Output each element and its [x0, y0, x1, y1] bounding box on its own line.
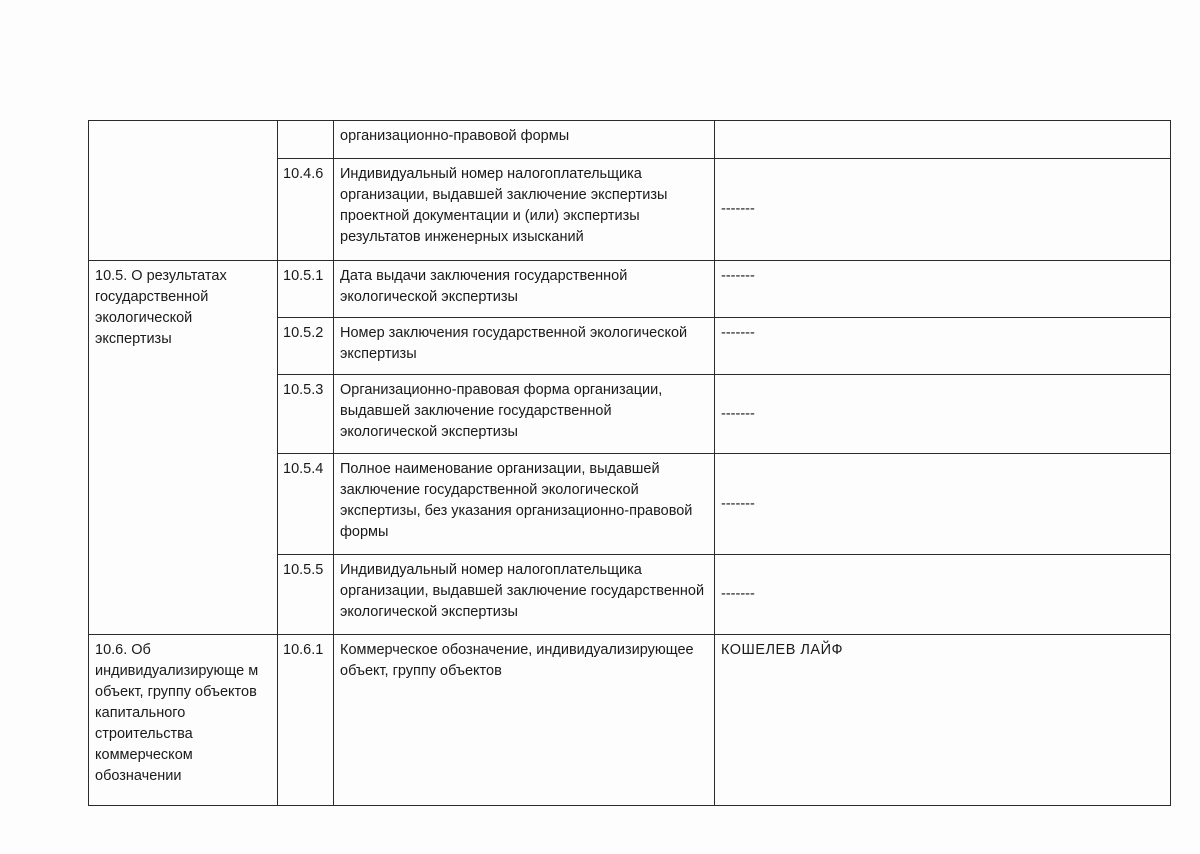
- row-code: 10.5.4: [278, 454, 334, 555]
- row-label: Полное наименование организации, выдавшей заключение государственной экологической экспертизы, без указания организационно-правовой формы: [334, 454, 715, 555]
- row-label: Коммерческое обозначение, индивидуализирующее объект, группу объектов: [334, 635, 715, 806]
- row-label: Индивидуальный номер налогоплательщика организации, выдавшей заключение экспертизы проектной документации и (или) экспертизы результатов инженерных изысканий: [334, 159, 715, 261]
- row-code: 10.5.5: [278, 555, 334, 635]
- row-code: 10.5.3: [278, 375, 334, 454]
- row-value: -------: [715, 555, 1171, 635]
- row-code: 10.4.6: [278, 159, 334, 261]
- row-code: [278, 121, 334, 159]
- row-code: 10.6.1: [278, 635, 334, 806]
- row-label: Индивидуальный номер налогоплательщика организации, выдавшей заключение государственной экологической экспертизы: [334, 555, 715, 635]
- section-title-10-5: 10.5. О результатах государственной экологической экспертизы: [89, 261, 278, 635]
- row-label: Дата выдачи заключения государственной экологической экспертизы: [334, 261, 715, 318]
- table-row: [89, 635, 1171, 806]
- section-title-10-6: 10.6. Об индивидуализирующе м объект, группу объектов капитального строительства коммерческом обозначении: [89, 635, 278, 806]
- row-label: Организационно-правовая форма организации, выдавшей заключение государственной экологической экспертизы: [334, 375, 715, 454]
- row-value: -------: [715, 318, 1171, 375]
- row-value: [715, 635, 1171, 806]
- row-code: 10.5.1: [278, 261, 334, 318]
- row-value: -------: [715, 261, 1171, 318]
- row-code: 10.5.2: [278, 318, 334, 375]
- row-label: Номер заключения государственной экологической экспертизы: [334, 318, 715, 375]
- declaration-table: [88, 120, 1171, 806]
- section-cell-10-4: [89, 121, 278, 261]
- row-value: -------: [715, 159, 1171, 261]
- table-row: [89, 261, 1171, 318]
- row-value: -------: [715, 454, 1171, 555]
- table-row: [89, 121, 1171, 159]
- row-value: -------: [715, 375, 1171, 454]
- row-value: [715, 121, 1171, 159]
- commercial-name-value: КОШЕЛЕВ ЛАЙФ: [721, 642, 844, 658]
- row-label: организационно-правовой формы: [334, 121, 715, 159]
